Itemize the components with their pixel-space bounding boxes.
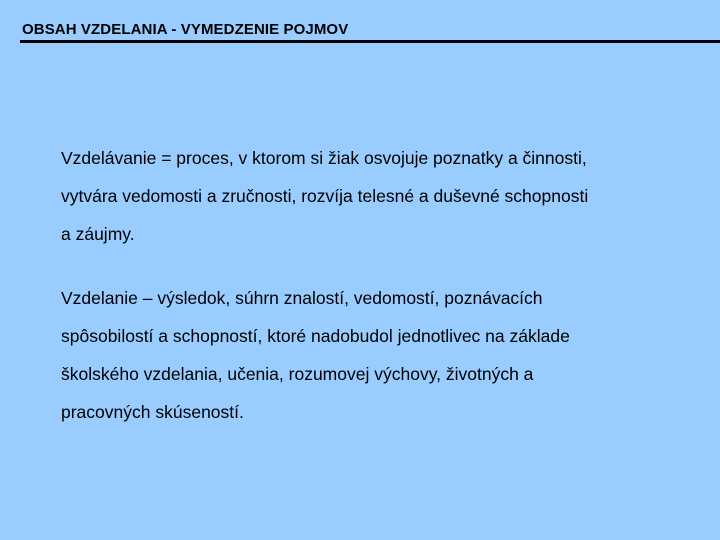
definition-vzdelavanie [61,139,701,253]
paragraph-line: pracovných skúseností. [61,402,244,422]
slide-title: OBSAH VZDELANIA - VYMEDZENIE POJMOV [22,21,349,38]
paragraph-line: spôsobilostí a schopností, ktoré nadobudol jednotlivec na základe [61,326,570,346]
paragraph-line: Vzdelávanie = proces, v ktorom si žiak osvojuje poznatky a činnosti, [61,148,587,168]
paragraph-line: a záujmy. [61,224,135,244]
definition-vzdelanie [61,279,701,431]
paragraph-line: školského vzdelania, učenia, rozumovej výchovy, životných a [61,364,534,384]
paragraph-line: Vzdelanie – výsledok, súhrn znalostí, vedomostí, poznávacích [61,288,543,308]
paragraph-line: vytvára vedomosti a zručnosti, rozvíja telesné a duševné schopnosti [61,186,589,206]
title-underline [20,40,720,43]
